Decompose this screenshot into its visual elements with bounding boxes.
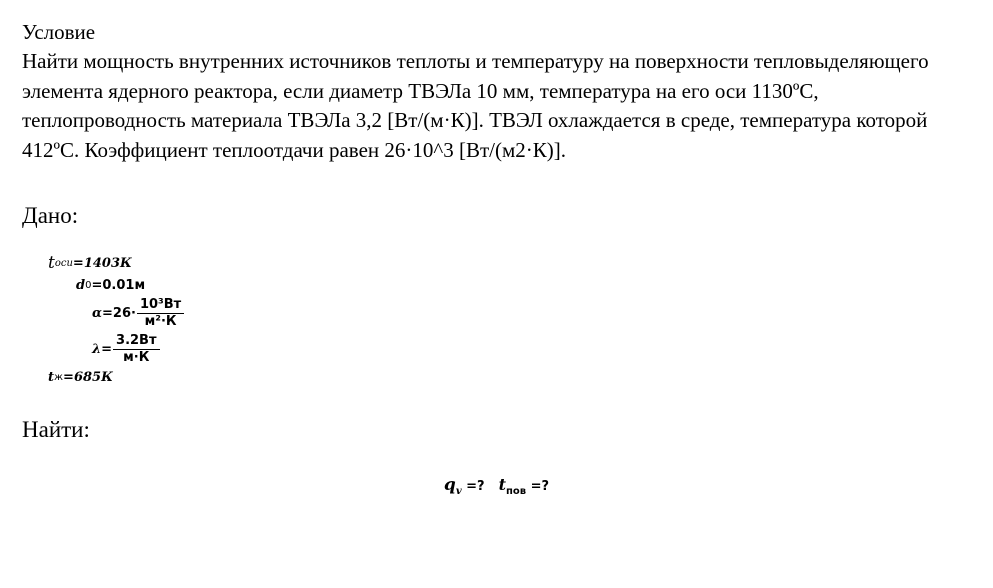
value-t-osi: 1403К	[83, 255, 132, 271]
find-formula	[22, 475, 971, 497]
subscript-osi: оси	[54, 257, 73, 269]
equals-sign: =	[72, 255, 84, 271]
symbol-d: d	[76, 278, 86, 293]
equals-sign: =	[91, 278, 103, 293]
fraction-denominator: м²·К	[144, 314, 177, 329]
given-row-d0	[76, 278, 971, 293]
fraction-numerator: 10³Вт	[137, 298, 184, 314]
equals-sign: =	[102, 306, 113, 321]
condition-heading: Условие	[22, 20, 96, 44]
fraction-denominator: м·К	[123, 350, 150, 365]
given-row-t-zh	[48, 370, 971, 385]
value-alpha-coefficient: 26·	[112, 306, 136, 321]
subscript-zh: ж	[54, 372, 64, 383]
given-row-t-osi	[48, 253, 971, 273]
given-row-lambda	[92, 334, 971, 365]
given-row-alpha	[92, 298, 971, 329]
equals-sign: =	[63, 370, 74, 385]
symbol-lambda: λ	[92, 342, 102, 357]
value-d0: 0.01м	[102, 278, 146, 293]
value-t-zh: 685К	[73, 370, 113, 385]
given-heading: Дано:	[22, 203, 79, 228]
fraction-lambda-value	[113, 334, 159, 365]
symbol-qv: q	[443, 475, 456, 495]
find-first-rest: =?	[461, 479, 485, 494]
subscript-zero: 0	[85, 280, 92, 291]
fraction-numerator: 3.2Вт	[113, 334, 159, 350]
fraction-alpha-units	[137, 298, 184, 329]
given-values-block	[46, 253, 971, 385]
symbol-t-pov: t	[498, 475, 506, 494]
problem-statement: Найти мощность внутренних источников теплоты и температуру на поверхности тепловыделяющего элемента ядерного реактора, если диаметр ТВЭЛа 10 мм, температура на его оси 1130ºС, теплопроводность материала ТВЭЛа 3,2 [Вт/(м·К)]. ТВЭЛ охлаждается в среде, температура которой 412ºС. Коэффициент теплоотдачи равен 26·10^3 [Вт/(м2·К)].	[22, 49, 929, 162]
subscript-v: v	[455, 486, 462, 497]
subscript-pov: пов	[505, 486, 527, 497]
symbol-t: t	[48, 370, 55, 385]
symbol-alpha: α	[92, 306, 103, 321]
symbol-t: t	[48, 253, 55, 273]
equals-sign: =	[101, 342, 113, 357]
find-second-rest: =?	[526, 479, 550, 494]
find-heading: Найти:	[22, 417, 90, 442]
